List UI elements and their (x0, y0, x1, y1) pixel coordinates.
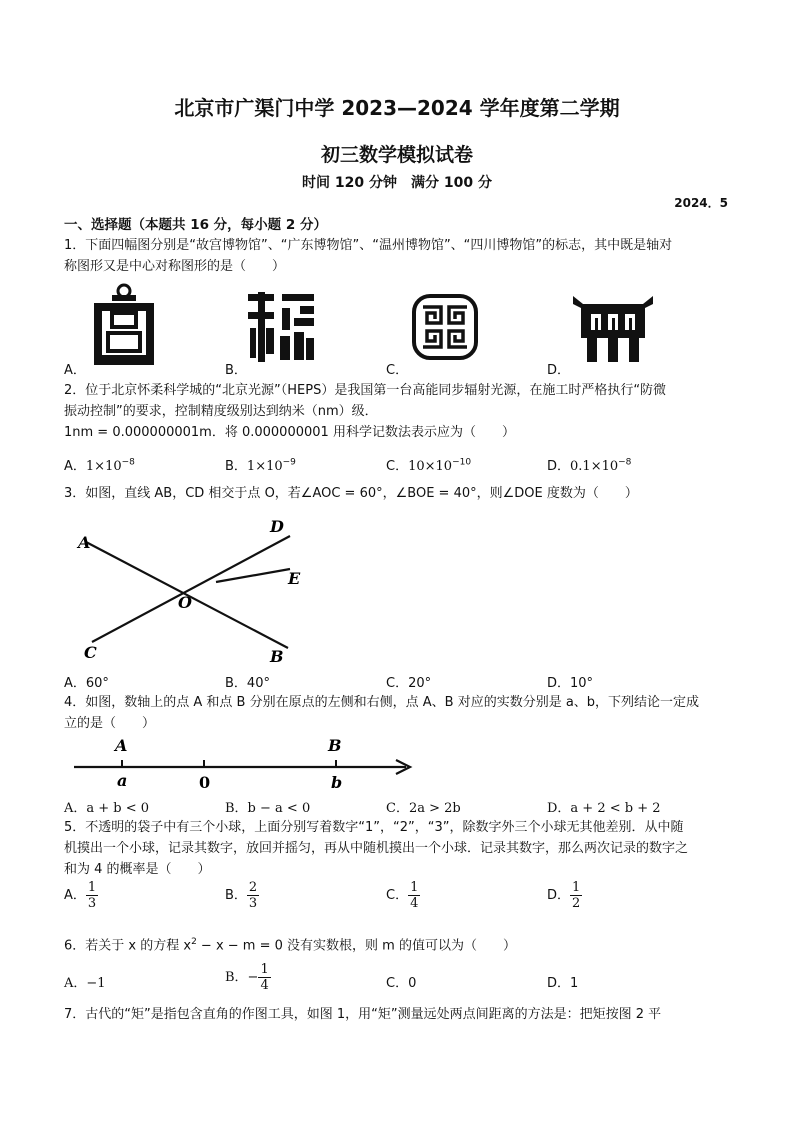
q5-option-c-num: 1 (410, 880, 419, 895)
tick-a-label: a (117, 771, 128, 790)
q5-option-a-fraction (86, 880, 98, 911)
q3-angle-figure (66, 512, 316, 672)
exam-time-score: 时间 120 分钟 满分 100 分 (302, 175, 492, 191)
q6-text-pre: 6．若关于 x 的方程 x (64, 938, 192, 954)
q5-option-b[interactable] (225, 880, 259, 911)
q2-option-b[interactable] (225, 455, 296, 474)
q6-option-d[interactable]: D．1 (547, 976, 579, 991)
q5-option-b-num: 2 (248, 880, 258, 895)
q5-option-a[interactable] (64, 880, 98, 911)
q5-option-b-fraction (247, 880, 259, 911)
sichuan-museum-logo (573, 294, 653, 364)
exam-subtitle: 初三数学模拟试卷 (320, 144, 473, 166)
q5-option-d-label: D． (547, 888, 571, 903)
q2-option-a-label: A． (64, 459, 86, 474)
q6-option-c[interactable]: C．0 (386, 976, 417, 991)
q2-option-b-label: B． (225, 459, 247, 474)
q6-text-post: − x − m = 0 没有实数根，则 m 的值可以为（ ） (196, 938, 516, 954)
point-a-label: A (78, 533, 91, 552)
q2-option-d-base: 0.1×10 (570, 459, 619, 474)
q1-option-c[interactable]: C． (386, 363, 409, 378)
q5-option-a-label: A． (64, 888, 86, 903)
q6-option-b-fraction (258, 962, 270, 993)
point-o-label: O (178, 593, 192, 612)
q7-text-line1: 7．古代的“矩”是指包含直角的作图工具，如图 1，用“矩”测量远处两点间距离的方法是：把矩按图 2 平 (64, 1007, 662, 1022)
q3-option-c[interactable]: C．20° (386, 676, 432, 691)
q3-text-line1: 3．如图，直线 AB，CD 相交于点 O，若∠AOC = 60°，∠BOE = 40°，则∠DOE 度数为（ ） (64, 486, 638, 501)
point-b-label: B (270, 647, 284, 666)
q3-option-d[interactable]: D．10° (547, 676, 594, 691)
q6-option-b-label: B．− (225, 970, 259, 985)
q2-option-d-exp: −8 (618, 457, 632, 468)
q4-option-d[interactable]: D．a + 2 < b + 2 (547, 801, 661, 816)
palace-museum-logo (92, 283, 156, 365)
q2-option-b-base: 1×10 (246, 459, 283, 474)
point-d-label: D (270, 517, 284, 536)
q2-option-d[interactable] (547, 455, 631, 474)
q5-option-d-den: 2 (572, 896, 581, 911)
origin-label: 0 (199, 773, 211, 792)
q5-text-line3: 和为 4 的概率是（ ） (64, 862, 211, 877)
q6-option-b-num: 1 (260, 962, 269, 977)
q6-option-b-den: 4 (260, 978, 269, 993)
q3-option-b[interactable]: B．40° (225, 676, 270, 691)
q6-option-a[interactable]: A．−1 (64, 976, 106, 991)
q5-option-a-den: 3 (87, 896, 97, 911)
q5-option-a-num: 1 (87, 880, 97, 895)
q2-option-a-exp: −8 (121, 457, 135, 468)
q5-text-line2: 机摸出一个小球，记录其数字，放回并摇匀，再从中随机摸出一个小球．记录其数字，那么两次记录的数字之 (64, 841, 689, 856)
q1-text-line2: 称图形又是中心对称图形的是（ ） (64, 259, 286, 274)
point-e-label: E (288, 569, 301, 588)
q5-option-c-label: C． (386, 888, 409, 903)
exam-date: 2024．5 (674, 196, 728, 210)
q6-text-sup: 2 (191, 937, 197, 947)
q4-number-line (70, 734, 420, 796)
q6-option-b[interactable] (225, 962, 271, 993)
q6-text-line1 (64, 932, 516, 956)
q2-option-c-label: C． (386, 459, 409, 474)
q5-text-line1: 5．不透明的袋子中有三个小球，上面分别写着数字“1”，“2”，“3”，除数字外三个小球无其他差别．从中随 (64, 820, 684, 835)
q1-option-d[interactable]: D． (547, 363, 571, 378)
q4-text-line1: 4．如图，数轴上的点 A 和点 B 分别在原点的左侧和右侧，点 A、B 对应的实数分别是 a、b，下列结论一定成 (64, 695, 700, 710)
line-cd (92, 536, 290, 642)
q2-option-d-label: D． (547, 459, 571, 474)
q1-text-line1: 1．下面四幅图分别是“故宫博物馆”、“广东博物馆”、“温州博物馆”、“四川博物馆”的标志，其中既是轴对 (64, 238, 673, 253)
q2-option-a[interactable] (64, 455, 135, 474)
tick-b-label: b (331, 773, 343, 792)
q1-option-b[interactable]: B． (225, 363, 247, 378)
q2-text-line3: 1nm = 0.000000001m．将 0.000000001 用科学记数法表示应为（ ） (64, 425, 515, 440)
q5-option-c[interactable] (386, 880, 420, 911)
q5-option-b-den: 3 (248, 896, 258, 911)
q5-option-c-den: 4 (410, 896, 419, 911)
q2-option-a-base: 1×10 (85, 459, 122, 474)
q2-text-line1: 2．位于北京怀柔科学城的“北京光源”（HEPS）是我国第一台高能同步辐射光源，在施工时严格执行“防微 (64, 383, 667, 398)
q1-option-a[interactable]: A． (64, 363, 86, 378)
ray-oe (216, 569, 290, 582)
wenzhou-museum-logo (411, 293, 479, 361)
q5-option-b-label: B． (225, 888, 247, 903)
q4-option-a[interactable]: A．a + b < 0 (64, 801, 150, 816)
q4-option-b[interactable]: B．b − a < 0 (225, 801, 311, 816)
guangdong-museum-logo (248, 292, 314, 362)
point-a-label: A (115, 736, 128, 755)
q5-option-d[interactable] (547, 880, 582, 911)
q4-text-line2: 立的是（ ） (64, 716, 156, 731)
q2-option-c[interactable] (386, 455, 471, 474)
q4-option-c[interactable]: C．2a > 2b (386, 801, 461, 816)
q2-text-line2: 振动控制”的要求，控制精度级别达到纳米（nm）级． (64, 404, 378, 419)
q2-option-b-exp: −9 (282, 457, 296, 468)
point-c-label: C (84, 643, 97, 662)
point-b-label: B (328, 736, 342, 755)
q2-option-c-exp: −10 (452, 457, 472, 468)
q3-option-a[interactable]: A．60° (64, 676, 109, 691)
exam-title: 北京市广渠门中学 2023—2024 学年度第二学期 (174, 96, 620, 120)
q2-option-c-base: 10×10 (408, 459, 453, 474)
q5-option-d-num: 1 (572, 880, 581, 895)
q5-option-d-fraction (570, 880, 582, 911)
q5-option-c-fraction (408, 880, 420, 911)
section-heading: 一、选择题（本题共 16 分，每小题 2 分） (64, 217, 327, 233)
